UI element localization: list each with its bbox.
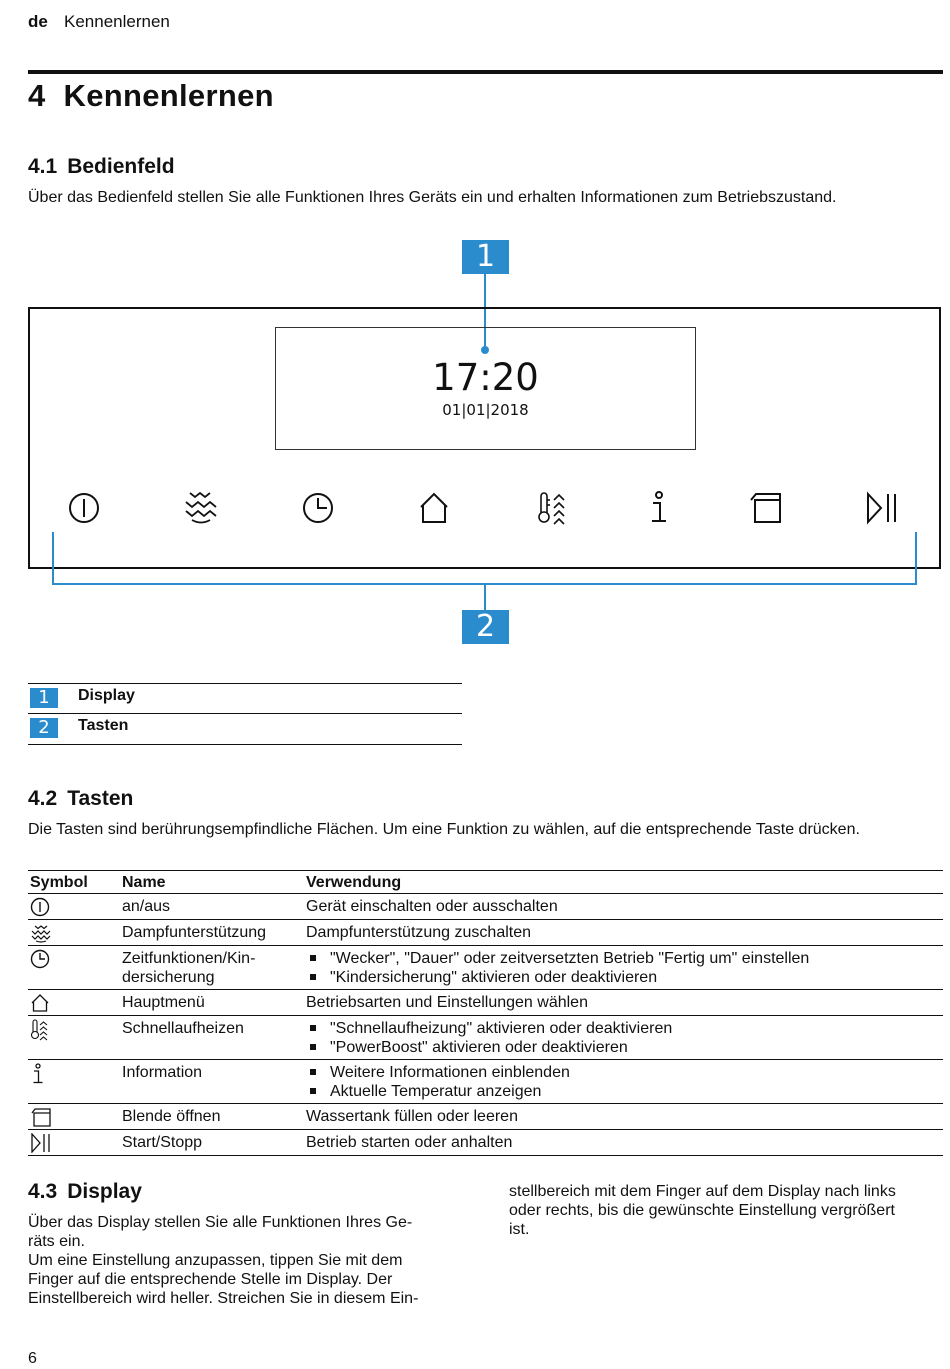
callout-2: 2 [462,610,509,644]
key-usage: Gerät einschalten oder ausschalten [304,894,943,920]
usage-bullet: "Kindersicherung" aktivieren oder deaktivieren [306,968,941,987]
text-line: Um eine Einstellung anzupassen, tippen Sie mit dem [28,1252,403,1269]
text-line: ist. [509,1221,530,1238]
legend-number: 2 [30,718,58,738]
table-row [28,1016,943,1060]
steam-icon [30,923,52,943]
section-4-3-text-right [509,1182,943,1239]
info-icon [30,1063,52,1085]
section-title: Tasten [67,787,134,810]
section-title: Bedienfeld [67,155,175,178]
table-row [28,946,943,990]
page-number: 6 [28,1350,37,1367]
section-title: Display [67,1180,142,1203]
key-name: Information [120,1060,304,1104]
panel-open-icon[interactable] [751,494,780,522]
display-time: 17:20 [432,356,539,399]
info-icon[interactable] [652,492,666,521]
key-name: an/aus [120,894,304,920]
keys-table [28,870,943,1156]
legend-number: 1 [30,688,58,708]
section-4-3-text-left [28,1213,473,1308]
start-stop-icon[interactable] [868,494,895,522]
text-line: oder rechts, bis die gewünschte Einstellung vergrößert [509,1202,895,1219]
text-line: stellbereich mit dem Finger auf dem Display nach links [509,1183,896,1200]
chapter-title: Kennenlernen [63,78,274,113]
running-header: Kennenlernen [64,12,170,31]
key-name: Blende öffnen [120,1104,304,1130]
section-4-2-intro: Die Tasten sind berührungsempfindliche Flächen. Um eine Funktion zu wählen, auf die entsprechende Taste drücken. [28,821,860,838]
section-4-1-heading [28,155,175,179]
callout-1-dot [481,346,489,354]
table-row [28,894,943,920]
key-name: Hauptmenü [120,990,304,1016]
chapter-heading [28,78,274,114]
key-usage: Betriebsarten und Einstellungen wählen [304,990,943,1016]
section-4-1-intro: Über das Bedienfeld stellen Sie alle Funktionen Ihres Geräts ein und erhalten Informationen zum Betriebszustand. [28,189,837,206]
chapter-number: 4 [28,78,46,113]
table-row [28,1130,943,1156]
key-name-cont: dersicherung [122,969,215,986]
usage-bullet: Aktuelle Temperatur anzeigen [306,1082,941,1101]
fast-heat-icon[interactable] [539,493,564,524]
section-number: 4.1 [28,155,58,178]
section-4-2-heading [28,787,133,811]
usage-bullet: "Schnellaufheizung" aktivieren oder deaktivieren [306,1019,941,1038]
fast-heat-icon [30,1019,54,1041]
chapter-rule [28,70,943,74]
table-row [28,990,943,1016]
legend-row [28,683,462,714]
legend-label: Display [78,687,135,704]
text-line: Finger auf die entsprechende Stelle im Display. Der [28,1271,393,1288]
power-icon[interactable] [70,494,98,522]
key-usage: Betrieb starten oder anhalten [304,1130,943,1156]
legend-row [28,713,462,745]
table-header-row [28,871,943,894]
clock-icon[interactable] [304,494,332,522]
col-header-symbol: Symbol [28,871,120,894]
key-usage: Wassertank füllen oder leeren [304,1104,943,1130]
panel-open-icon [30,1107,52,1127]
key-name: Dampfunterstützung [120,920,304,946]
legend-label: Tasten [78,717,129,734]
start-stop-icon [30,1133,54,1153]
table-row [28,1104,943,1130]
power-icon [30,897,52,917]
section-number: 4.3 [28,1180,58,1203]
text-line: Einstellbereich wird heller. Streichen Sie in diesem Ein- [28,1290,419,1307]
clock-icon [30,949,52,969]
table-row [28,920,943,946]
section-number: 4.2 [28,787,58,810]
col-header-usage: Verwendung [304,871,943,894]
section-4-3-heading [28,1180,142,1204]
key-name: Schnellaufheizen [120,1016,304,1060]
key-name: Start/Stopp [120,1130,304,1156]
usage-bullet: "Wecker", "Dauer" oder zeitversetzten Betrieb "Fertig um" einstellen [306,949,941,968]
key-usage: Dampfunterstützung zuschalten [304,920,943,946]
callout-1: 1 [462,240,509,274]
display-date: 01|01|2018 [442,401,529,419]
usage-bullet: Weitere Informationen einblenden [306,1063,941,1082]
usage-bullet: "PowerBoost" aktivieren oder deaktivieren [306,1038,941,1057]
home-icon [30,993,52,1013]
table-row [28,1060,943,1104]
callout-2-bracket [53,532,916,584]
col-header-name: Name [120,871,304,894]
home-icon[interactable] [421,494,447,522]
key-name: Zeitfunktionen/Kin- [122,950,256,967]
steam-icon[interactable] [186,493,216,523]
text-line: Über das Display stellen Sie alle Funktionen Ihres Ge- [28,1214,413,1231]
language-code: de [28,12,48,31]
text-line: räts ein. [28,1233,85,1250]
